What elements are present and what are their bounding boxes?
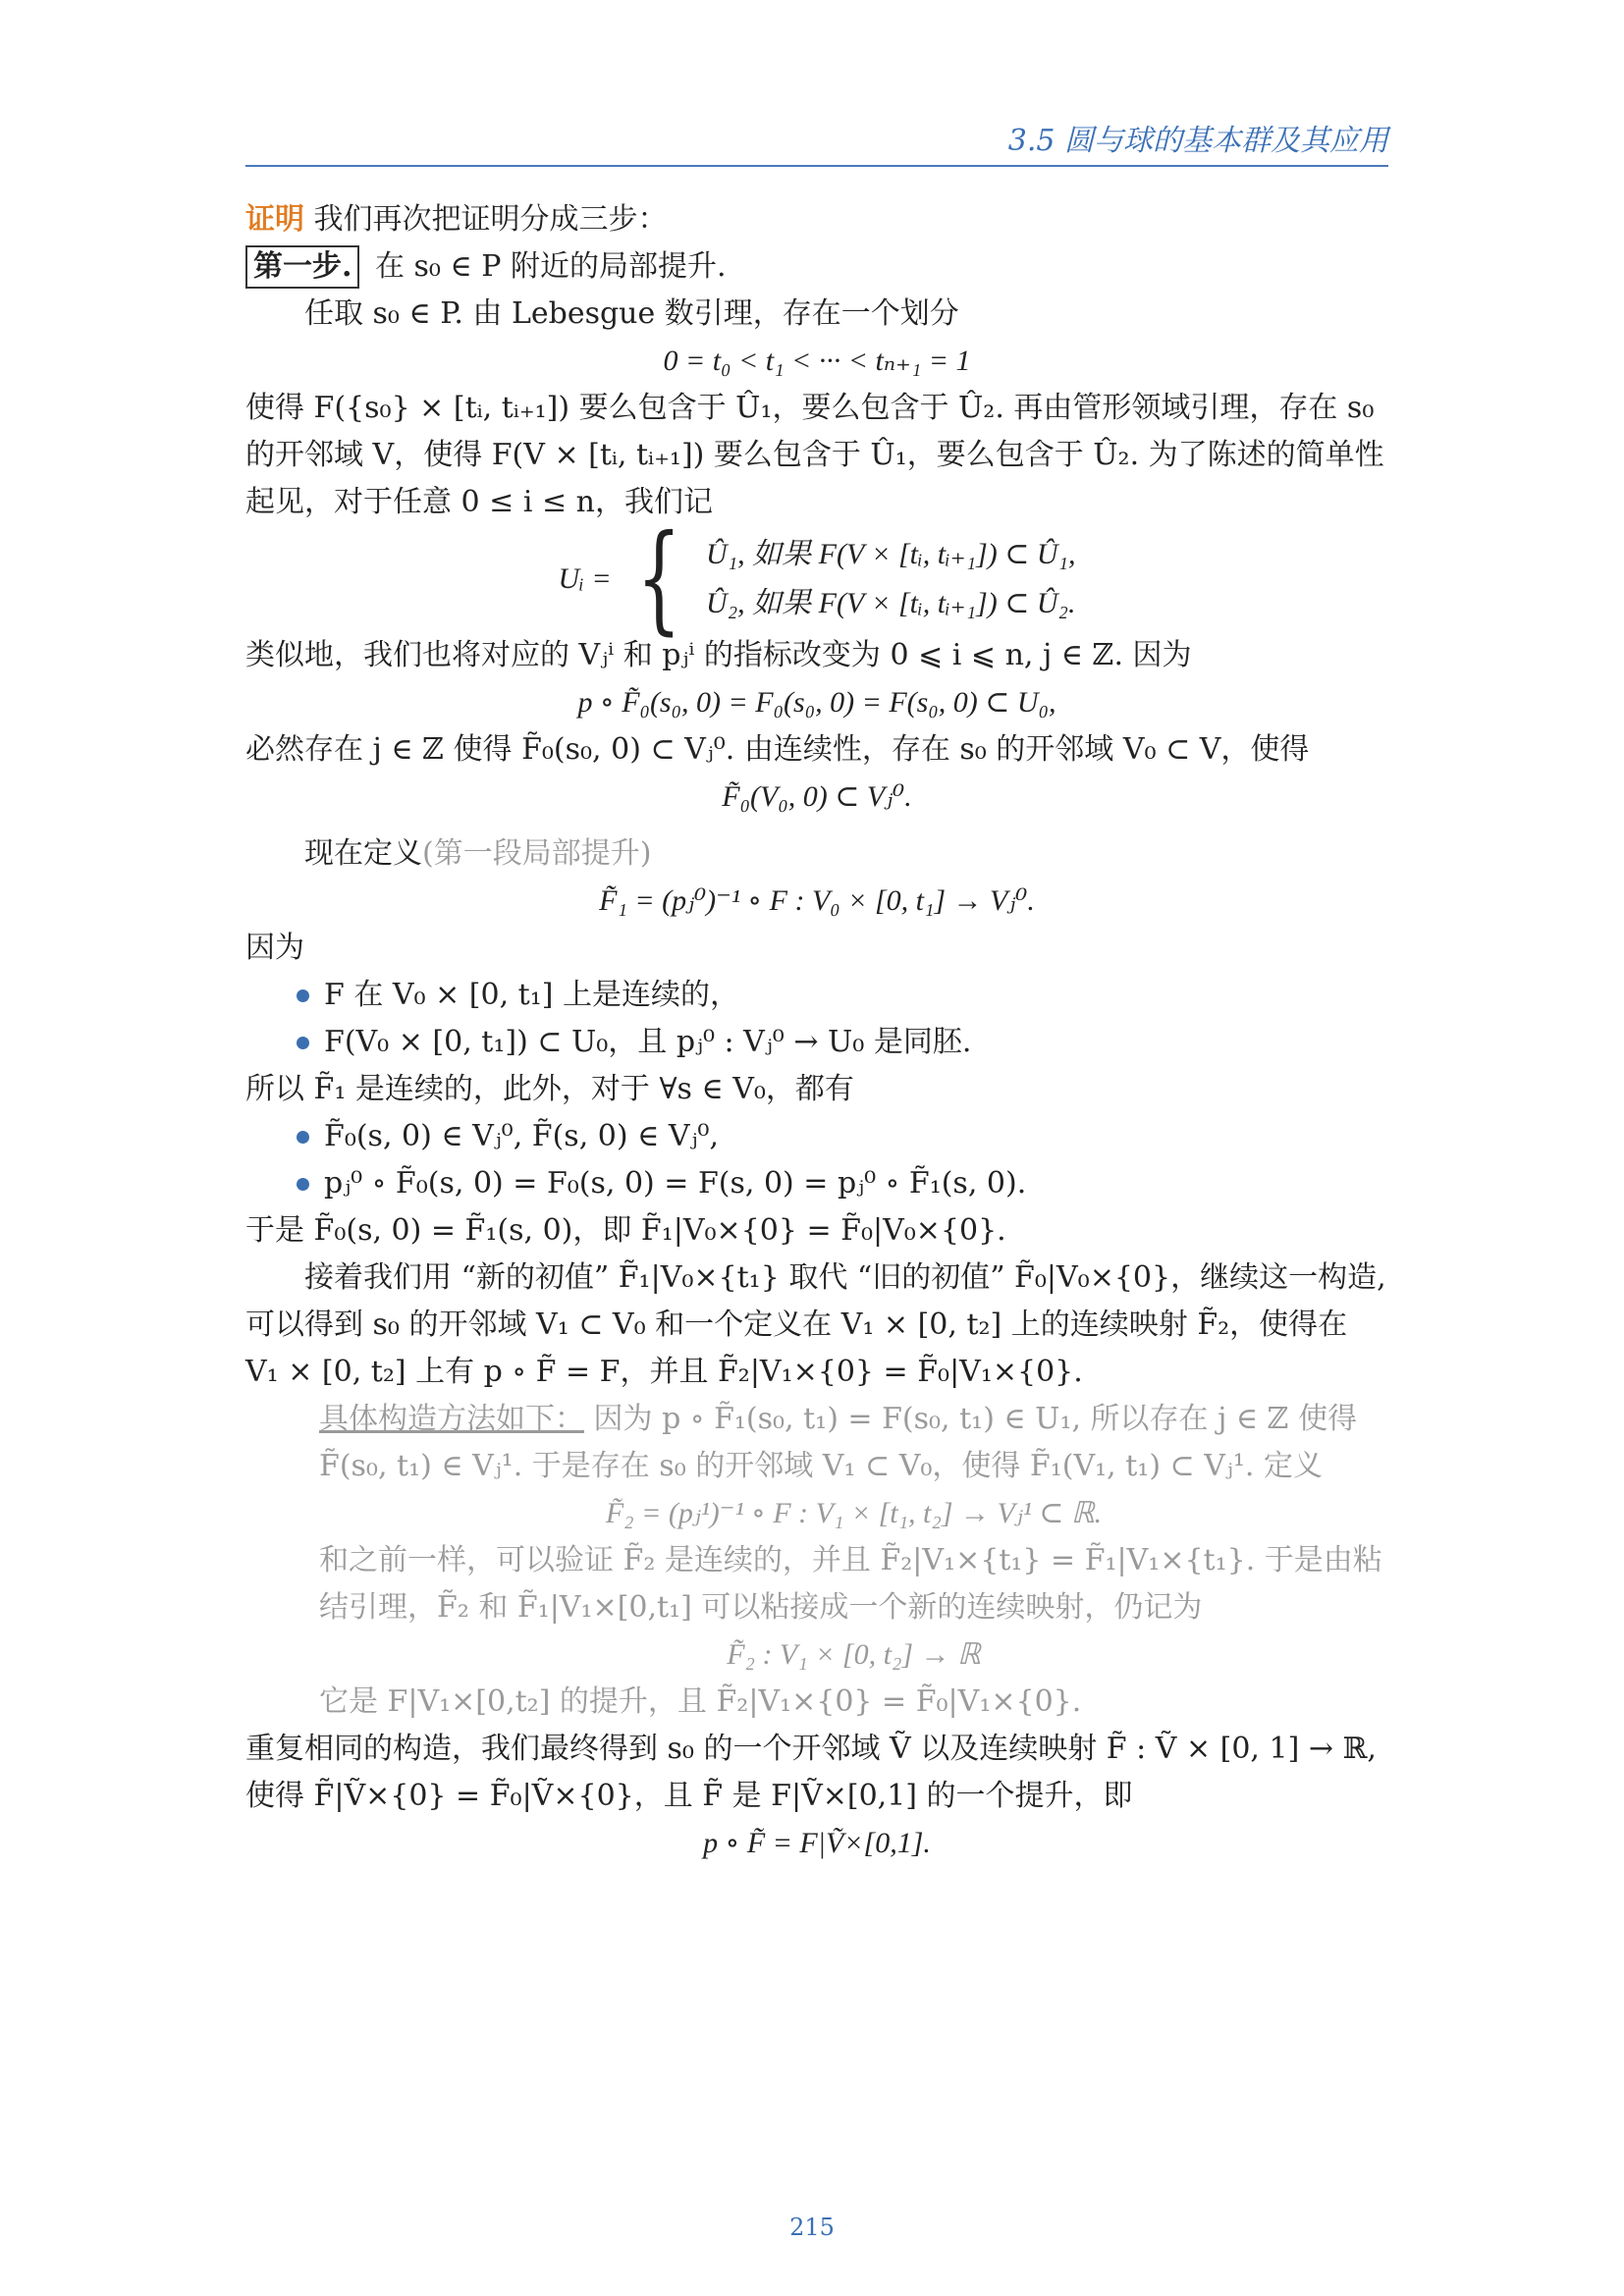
step1-heading [245, 243, 1388, 291]
equation-2: F̃₀(V₀, 0) ⊂ Vⱼ⁰. [722, 780, 912, 813]
construction-equation-1: F̃₂ = (pⱼ¹)⁻¹ ∘ F : V₁ × [t₁, t₂] → Vⱼ¹ ⊂ ℝ. [605, 1497, 1103, 1529]
construction-equation-2: F̃₂ : V₁ × [0, t₂] → ℝ [727, 1638, 981, 1671]
case-row-1: Û₁, 如果 F(V × [tᵢ, tᵢ₊₁]) ⊂ Û₁, [706, 538, 1076, 570]
section-title: 3.5 圆与球的基本群及其应用 [1007, 124, 1388, 158]
step1-title: 在 s₀ ∈ P 附近的局部提升. [375, 249, 727, 284]
equation-partition: 0 = t₀ < t₁ < ··· < tₙ₊₁ = 1 [663, 345, 971, 377]
step1-label: 第一步. [245, 245, 359, 289]
page-number: 215 [789, 2214, 835, 2241]
construction-paragraph-3: 它是 F|V₁×[0,t₂] 的提升，且 F̃₂|V₁×{0} = F̃₀|V₁×{0}. [319, 1684, 1082, 1719]
equation-1: p ∘ F̃₀(s₀, 0) = F₀(s₀, 0) = F(s₀, 0) ⊂ U₀, [577, 686, 1056, 719]
paragraph-5-note: (第一段局部提升) [422, 836, 652, 871]
paragraph-5 [245, 830, 1388, 878]
running-header [245, 126, 1388, 167]
proof-label: 证明 [245, 202, 304, 237]
list-item: pⱼ⁰ ∘ F̃₀(s, 0) = F₀(s, 0) = F(s, 0) = pⱼ⁰ ∘ F̃₁(s, 0). [245, 1160, 1388, 1207]
bullet-list-1 [245, 972, 1388, 1066]
construction-details [245, 1396, 1388, 1726]
paragraph-3: 类似地，我们也将对应的 Vⱼⁱ 和 pⱼⁱ 的指标改变为 0 ⩽ i ⩽ n, j ∈ ℤ. 因为 [245, 638, 1192, 672]
construction-label: 具体构造方法如下： [319, 1402, 584, 1436]
equation-final: p ∘ F̃ = F|Ṽ×[0,1]. [703, 1827, 931, 1859]
proof-content [245, 196, 1388, 1867]
paragraph-1: 任取 s₀ ∈ P. 由 Lebesgue 数引理，存在一个划分 [304, 296, 959, 331]
paragraph-5-main: 现在定义 [304, 836, 422, 871]
because-label: 因为 [245, 931, 304, 965]
proof-intro-text: 我们再次把证明分成三步： [313, 202, 668, 237]
cases-rows [706, 530, 1075, 628]
bullet-list-2 [245, 1113, 1388, 1207]
cases-brace-icon: { [635, 510, 681, 647]
equation-3: F̃₁ = (pⱼ⁰)⁻¹ ∘ F : V₀ × [0, t₁] → Vⱼ⁰. [599, 884, 1035, 917]
paragraph-4: 必然存在 j ∈ ℤ 使得 F̃₀(s₀, 0) ⊂ Vⱼ⁰. 由连续性，存在 s₀ 的开邻域 V₀ ⊂ V，使得 [245, 732, 1310, 767]
cases-lhs: Uᵢ = [558, 562, 612, 595]
paragraph-7: 于是 F̃₀(s, 0) = F̃₁(s, 0)，即 F̃₁|V₀×{0} = F̃₀|V₀×{0}. [245, 1213, 1006, 1248]
paragraph-6: 所以 F̃₁ 是连续的，此外，对于 ∀s ∈ V₀，都有 [245, 1072, 854, 1106]
cases-definition [245, 510, 1388, 647]
list-item: F̃₀(s, 0) ∈ Vⱼ⁰, F̃(s, 0) ∈ Vⱼ⁰, [245, 1113, 1388, 1160]
construction-text-1: 因为 p ∘ F̃₁(s₀, t₁) = F(s₀, t₁) ∈ U₁, 所以存在 j ∈ ℤ 使得 F̃(s₀, t₁) ∈ Vⱼ¹. 于是存在 s₀ 的开邻域 V₁ ⊂ V₀，使得 F̃₁(V₁, t₁) ⊂ Vⱼ¹. 定义 [319, 1402, 1358, 1483]
case-row-2: Û₂, 如果 F(V × [tᵢ, tᵢ₊₁]) ⊂ Û₂. [706, 587, 1076, 619]
paragraph-2: 使得 F({s₀} × [tᵢ, tᵢ₊₁]) 要么包含于 Û₁，要么包含于 Û₂. 再由管形领域引理，存在 s₀ 的开邻域 V，使得 F(V × [tᵢ, tᵢ₊₁]) 要么包含于 Û₁，要么包含于 Û₂. 为了陈述的简单性起见，对于任意 0 ≤ i ≤ n，我们记 [245, 391, 1384, 519]
construction-paragraph-2: 和之前一样，可以验证 F̃₂ 是连续的，并且 F̃₂|V₁×{t₁} = F̃₁|V₁×{t₁}. 于是由粘结引理，F̃₂ 和 F̃₁|V₁×[0,t₁] 可以粘接成一个新的连续映射，仍记为 [319, 1543, 1382, 1625]
list-item: F(V₀ × [0, t₁]) ⊂ U₀，且 pⱼ⁰ : Vⱼ⁰ → U₀ 是同胚. [245, 1019, 1388, 1066]
construction-paragraph-1 [319, 1396, 1388, 1490]
paragraph-9: 重复相同的构造，我们最终得到 s₀ 的一个开邻域 Ṽ 以及连续映射 F̃ : Ṽ × [0, 1] → ℝ, 使得 F̃|Ṽ×{0} = F̃₀|Ṽ×{0}，且 F̃ 是 F|Ṽ×[0,1] 的一个提升，即 [245, 1732, 1377, 1813]
list-item: F 在 V₀ × [0, t₁] 上是连续的， [245, 972, 1388, 1019]
proof-intro [245, 196, 1388, 243]
paragraph-8: 接着我们用 “新的初值” F̃₁|V₀×{t₁} 取代 “旧的初值” F̃₀|V₀×{0}，继续这一构造, 可以得到 s₀ 的开邻域 V₁ ⊂ V₀ 和一个定义在 V₁ × [0, t₂] 上的连续映射 F̃₂，使得在 V₁ × [0, t₂] 上有 p ∘ F̃ = F，并且 F̃₂|V₁×{0} = F̃₀|V₁×{0}. [245, 1260, 1386, 1389]
